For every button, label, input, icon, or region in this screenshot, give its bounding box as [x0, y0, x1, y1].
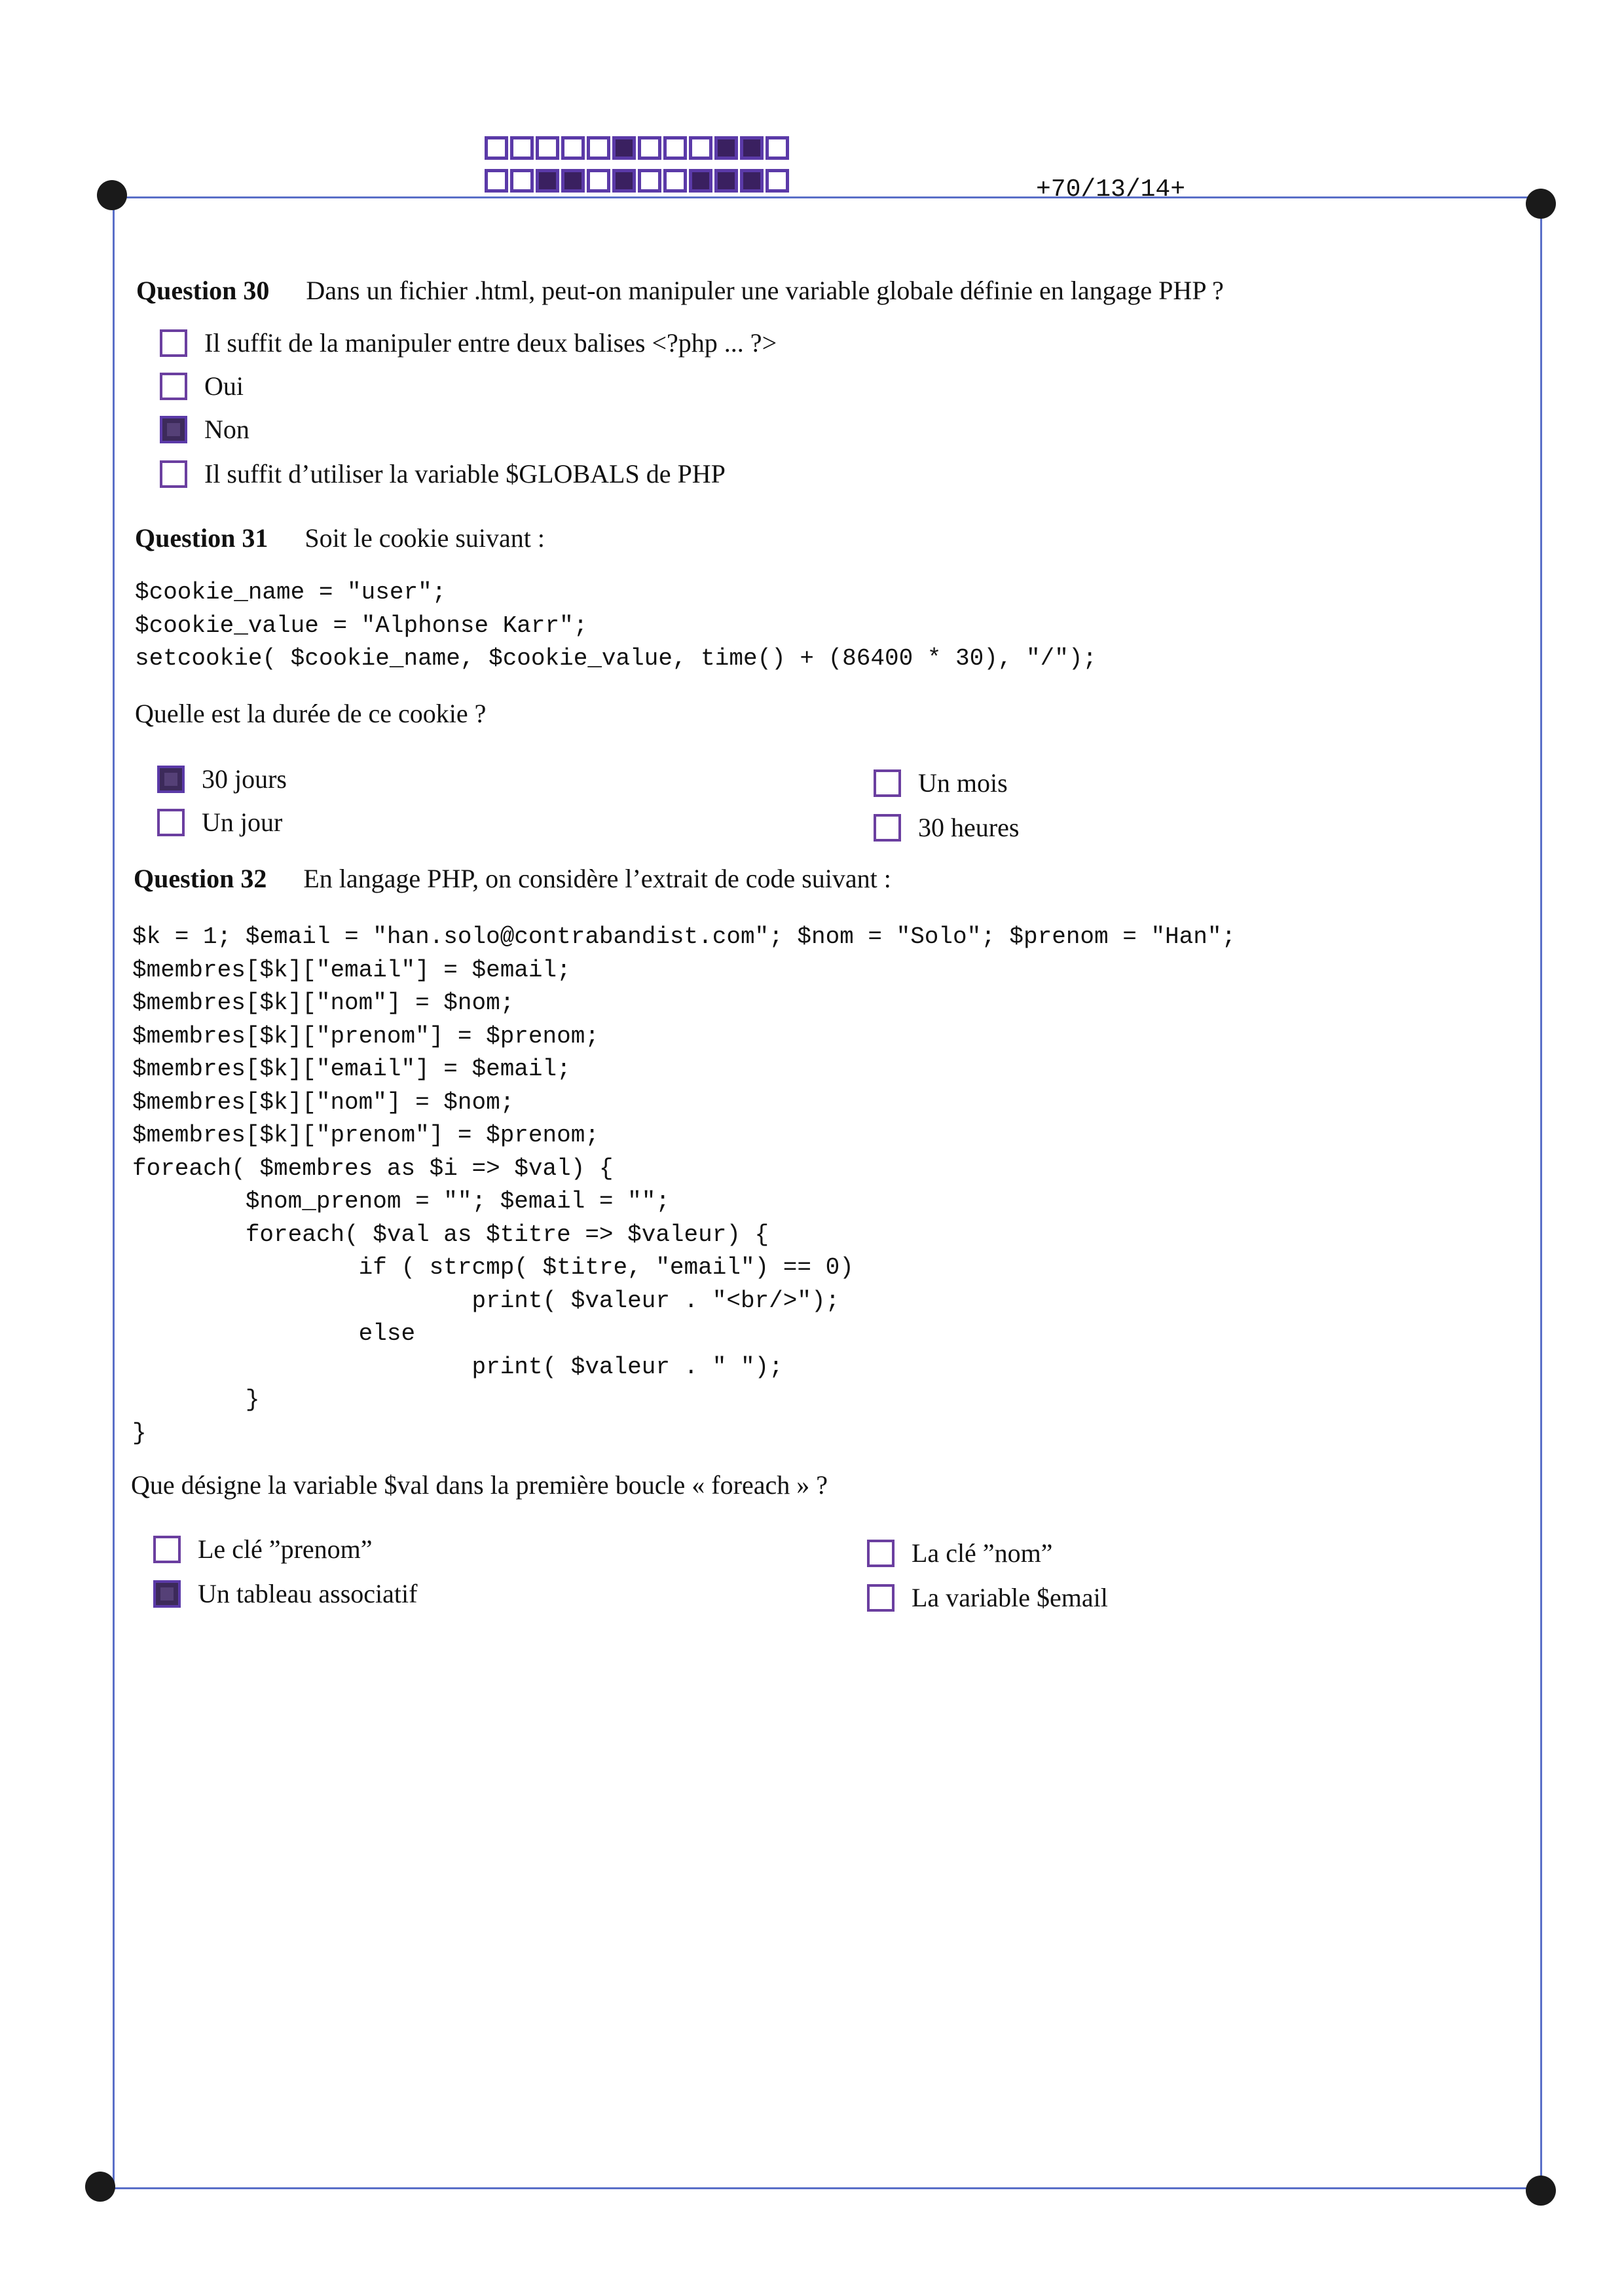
question-prompt: Quelle est la durée de ce cookie ? — [135, 699, 487, 728]
question-30-heading — [136, 275, 1224, 306]
barcode-cell — [714, 136, 738, 160]
option-label: Un mois — [918, 768, 1008, 798]
answer-option[interactable] — [153, 1578, 417, 1609]
barcode-cell — [536, 136, 559, 160]
frame-right-line — [1540, 200, 1542, 2191]
checkbox[interactable] — [160, 416, 187, 443]
checkbox[interactable] — [867, 1540, 895, 1567]
checkbox[interactable] — [874, 769, 901, 797]
barcode-cell — [536, 169, 559, 193]
option-label: 30 jours — [202, 764, 287, 794]
frame-top-line — [113, 196, 1553, 198]
answer-option[interactable] — [874, 768, 1008, 798]
barcode-cell — [485, 169, 508, 193]
frame-left-line — [113, 196, 115, 2187]
checkbox[interactable] — [153, 1536, 181, 1563]
option-label: Il suffit d’utiliser la variable $GLOBALS de PHP — [204, 459, 726, 489]
answer-option[interactable] — [157, 807, 282, 838]
checkbox[interactable] — [160, 460, 187, 488]
corner-mark-top-right — [1526, 189, 1556, 219]
option-label: Le clé ”prenom” — [198, 1534, 373, 1564]
barcode-cell — [689, 136, 712, 160]
barcode-cell — [663, 169, 687, 193]
barcode-cell — [638, 169, 661, 193]
option-label: Un tableau associatif — [198, 1579, 418, 1608]
barcode-cell — [766, 136, 789, 160]
barcode-cell — [485, 136, 508, 160]
barcode-cell — [561, 169, 585, 193]
question-31-heading — [135, 523, 545, 553]
barcode-cell — [740, 169, 764, 193]
question-label: Question 30 — [136, 276, 270, 305]
checkbox[interactable] — [160, 329, 187, 357]
answer-option[interactable] — [867, 1582, 1108, 1613]
question-label: Question 32 — [134, 864, 267, 893]
checkbox[interactable] — [157, 809, 185, 836]
checkbox[interactable] — [157, 766, 185, 793]
checkbox[interactable] — [874, 814, 901, 842]
barcode-cell — [689, 169, 712, 193]
answer-option[interactable] — [160, 458, 726, 489]
question-prompt: Que désigne la variable $val dans la première boucle « foreach » ? — [131, 1470, 828, 1500]
frame-bottom-line — [100, 2187, 1541, 2189]
barcode-cell — [510, 169, 534, 193]
barcode-cell — [561, 136, 585, 160]
corner-mark-top-left — [97, 180, 127, 210]
barcode-cell — [663, 136, 687, 160]
barcode-cell — [638, 136, 661, 160]
barcode — [485, 136, 799, 198]
checkbox[interactable] — [867, 1584, 895, 1612]
option-label: Il suffit de la manipuler entre deux balises <?php ... ?> — [204, 328, 777, 358]
option-label: La variable $email — [912, 1583, 1108, 1612]
barcode-cell — [587, 136, 610, 160]
answer-option[interactable] — [874, 812, 1019, 843]
option-label: 30 heures — [918, 813, 1020, 842]
checkbox[interactable] — [153, 1580, 181, 1608]
barcode-cell — [510, 136, 534, 160]
question-text: En langage PHP, on considère l’extrait de code suivant : — [303, 864, 891, 893]
question-32-heading — [134, 863, 891, 894]
barcode-cell — [740, 136, 764, 160]
question-text: Soit le cookie suivant : — [304, 523, 545, 553]
barcode-cell — [612, 136, 636, 160]
option-label: Non — [204, 415, 249, 444]
barcode-cell — [587, 169, 610, 193]
barcode-cell — [714, 169, 738, 193]
corner-mark-bottom-right — [1526, 2176, 1556, 2206]
option-label: Oui — [204, 371, 244, 401]
question-text: Dans un fichier .html, peut-on manipuler une variable globale définie en langage PHP ? — [306, 276, 1224, 305]
answer-option[interactable] — [157, 764, 287, 794]
code-snippet: $cookie_name = "user"; $cookie_value = "Alphonse Karr"; setcookie( $cookie_name, $cookie_value, time() + (86400 * 30), "/"); — [135, 579, 1098, 672]
code-snippet: $k = 1; $email = "han.solo@contrabandist.com"; $nom = "Solo"; $prenom = "Han"; $membres[$k]["email"] = $email; $membres[$k]["nom"] = $nom; $membres[$k]["prenom"] = $prenom; $membres[$k]["email"] = $email; $membres[$k]["nom"] = $nom; $membres[$k]["prenom"] = $prenom; foreach( $membres as $i => $val) { $nom_prenom = ""; $email = ""; foreach( $val as $titre => $valeur) { if ( strcmp( $titre, "email") == 0) print( $valeur . "<br/>"); else print( $valeur . " "); } } — [132, 923, 1236, 1447]
answer-option[interactable] — [160, 414, 249, 445]
barcode-cell — [766, 169, 789, 193]
answer-option[interactable] — [160, 327, 777, 358]
barcode-cell — [612, 169, 636, 193]
corner-mark-bottom-left — [85, 2172, 115, 2202]
option-label: La clé ”nom” — [912, 1538, 1053, 1568]
sheet-id: +70/13/14+ — [1036, 176, 1186, 204]
checkbox[interactable] — [160, 373, 187, 400]
question-label: Question 31 — [135, 523, 268, 553]
option-label: Un jour — [202, 807, 283, 837]
answer-option[interactable] — [153, 1534, 373, 1565]
answer-option[interactable] — [867, 1538, 1052, 1568]
answer-option[interactable] — [160, 371, 244, 401]
